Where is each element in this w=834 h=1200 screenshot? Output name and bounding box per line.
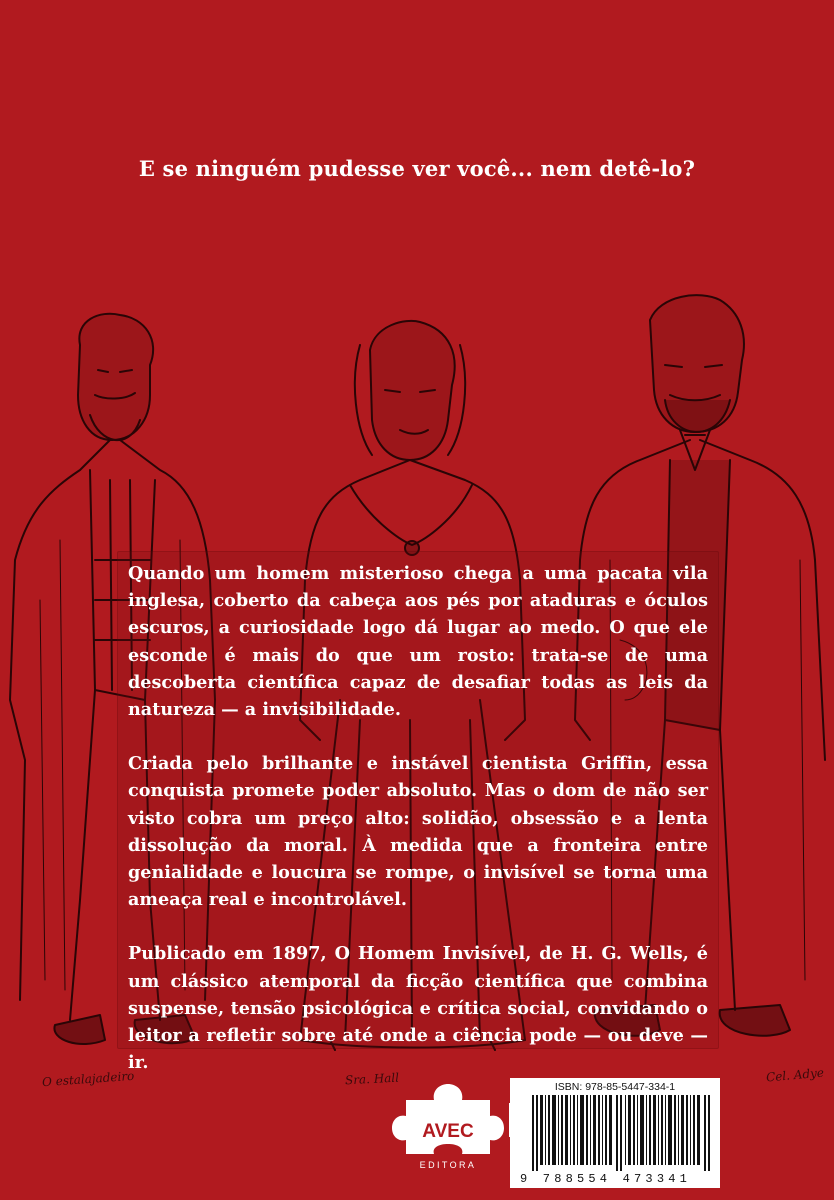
isbn-barcode — [510, 1078, 720, 1188]
tagline: E se ninguém pudesse ver você... nem detê-lo? — [138, 156, 696, 181]
logo-text: AVEC — [422, 1121, 474, 1142]
isbn-label: ISBN: 978-85-5447-334-1 — [554, 1081, 676, 1093]
blurb — [128, 560, 708, 1103]
blurb-paragraph-2: Criada pelo brilhante e instável cientista Griffin, essa conquista promete poder absoluto. Mas o dom de não ser visto cobra um preço alto: solidão, obsessão e a lenta dissolução da moral. À medida que a fronteira entre genialidade e loucura se rompe, o invisível se torna uma ameaça real e incontrolável. — [128, 753, 708, 911]
publisher-name: EDITORA — [419, 1160, 477, 1170]
barcode-digits: 9 788554 473341 — [520, 1172, 692, 1186]
figure-caption-mrs-hall: Sra. Hall — [344, 1070, 400, 1088]
figure-caption-colonel: Cel. Adye — [765, 1065, 825, 1085]
puzzle-piece-icon — [388, 1078, 508, 1158]
blurb-paragraph-3: Publicado em 1897, O Homem Invisível, de H. G. Wells, é um clássico atemporal da ficção científica que combina suspense, tensão psicológica e crítica social, convidando o leitor a refletir sobre até onde a ciência pode — ou deve — ir. — [128, 943, 708, 1074]
barcode-bars — [532, 1095, 710, 1171]
blurb-paragraph-1: Quando um homem misterioso chega a uma pacata vila inglesa, coberto da cabeça aos pés por ataduras e óculos escuros, a curiosidade logo dá lugar ao medo. O que ele esconde é mais do que um rosto: trata-se de uma descoberta científica capaz de desafiar todas as leis da natureza — a invisibilidade. — [128, 563, 708, 721]
figure-caption-innkeeper: O estalajadeiro — [41, 1068, 135, 1090]
